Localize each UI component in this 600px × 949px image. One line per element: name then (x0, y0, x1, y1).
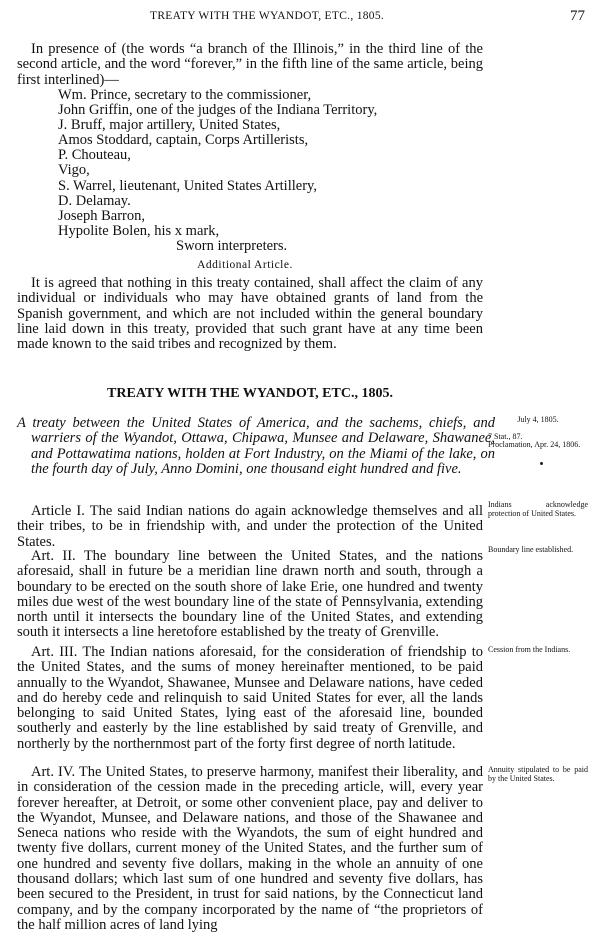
margin-note-stat: 7 Stat., 87. (488, 432, 523, 441)
witness-line: J. Bruff, major artillery, United States, (58, 117, 281, 134)
witness-line: Joseph Barron, (58, 207, 145, 224)
margin-note-article-3: Cession from the Indians. (488, 645, 571, 654)
margin-note-article-1: Indians acknowledge protection of United States. (488, 500, 588, 518)
margin-note-article-2: Boundary line established. (488, 545, 574, 554)
witness-line: D. Delamay. (58, 192, 131, 209)
article-4: Art. IV. The United States, to preserve harmony, manifest their liberality, and in consideration of the cession made in the preceding article, will, every year forever hereafter, at Detroit, or some other convenient place, pay and deliver to the Wyandot, Munsee, and Delaware nations, and those of the Shawanee and Seneca nations who reside with the Wyandots, the sum of eight hundred and twenty five dollars, current money of the United States, and the further sum of one hundred and seventy five dollars, making in the whole an annuity of one thousand dollars; which last sum of one hundred and seventy five dollars, has been secured to the President, in trust for said nations, by the Connecticut land company, and by the company incorporated by the name of “the proprietors of the half million acres of land lying (17, 764, 483, 933)
witness-line: Wm. Prince, secretary to the commissioner, (58, 87, 312, 103)
witness-list (58, 88, 478, 254)
margin-note-article-4: Annuity stipulated to be paid by the United States. (488, 765, 588, 783)
page-number: 77 (570, 8, 585, 24)
article-2: Art. II. The boundary line between the United States, and the nations aforesaid, shall in future be a meridian line drawn north and south, through a boundary to be erected on the south shore of lake Erie, one hundred and twenty miles due west of the west boundary line of the state of Pennsylvania, extending north until it intersects the boundary line of the United States, and extending south it intersects a line heretofore established by the treaty of Grenville. (17, 548, 483, 641)
presence-paragraph: In presence of (the words “a branch of the Illinois,” in the third line of the second article, and the word “forever,” in the fifth line of the same article, being first interlined)— (17, 41, 483, 88)
article-3: Art. III. The Indian nations aforesaid, for the consideration of friendship to the United States, and the sums of money hereinafter mentioned, to be paid annually to the Wyandot, Shawanee, Munsee and Delaware nations, have ceded and do hereby cede and relinquish to said United States for ever, all the lands belonging to said United States, lying east of the aforesaid line, bounded southerly and easterly by the line established by said treaty of Grenville, and northerly by the northernmost part of the forty first degree of north latitude. (17, 644, 483, 752)
additional-article-heading: Additional Article. (197, 259, 293, 271)
treaty-preamble: A treaty between the United States of America, and the sachems, chiefs, and warriers of the Wyandot, Ottawa, Chipawa, Munsee and Delaware, Shawanee, and Pottawatima nations, holden at Fort Industry, on the Miami of the lake, on the fourth day of July, Anno Domini, one thousand eight hundred and five. (17, 415, 495, 477)
margin-note-proclamation: Proclamation, Apr. 24, 1806. (488, 440, 581, 449)
witness-line: Amos Stoddard, captain, Corps Artillerists, (58, 132, 309, 149)
running-title: TREATY WITH THE WYANDOT, ETC., 1805. (150, 10, 385, 22)
witness-line: Vigo, (58, 162, 90, 179)
witness-line: John Griffin, one of the judges of the Indiana Territory, (58, 102, 378, 119)
sworn-interpreters: Sworn interpreters. (176, 237, 288, 254)
witness-line: S. Warrel, lieutenant, United States Artillery, (58, 177, 317, 194)
witness-line: P. Chouteau, (58, 147, 131, 164)
margin-dot (540, 462, 543, 465)
witness-line: Hypolite Bolen, his x mark, (58, 222, 220, 239)
running-header (0, 8, 600, 26)
margin-note-date: July 4, 1805. (517, 415, 559, 424)
article-1: Article I. The said Indian nations do again acknowledge themselves and all their tribes, to be in friendship with, and under the protection of the United States. (17, 503, 483, 550)
treaty-title: TREATY WITH THE WYANDOT, ETC., 1805. (107, 386, 393, 401)
additional-article-text: It is agreed that nothing in this treaty contained, shall affect the claim of any individual or individuals who may have obtained grants of land from the Spanish government, and which are not included within the general boundary line laid down in this treaty, provided that such grant have at any time been made known to the said tribes and recognized by them. (17, 275, 483, 353)
